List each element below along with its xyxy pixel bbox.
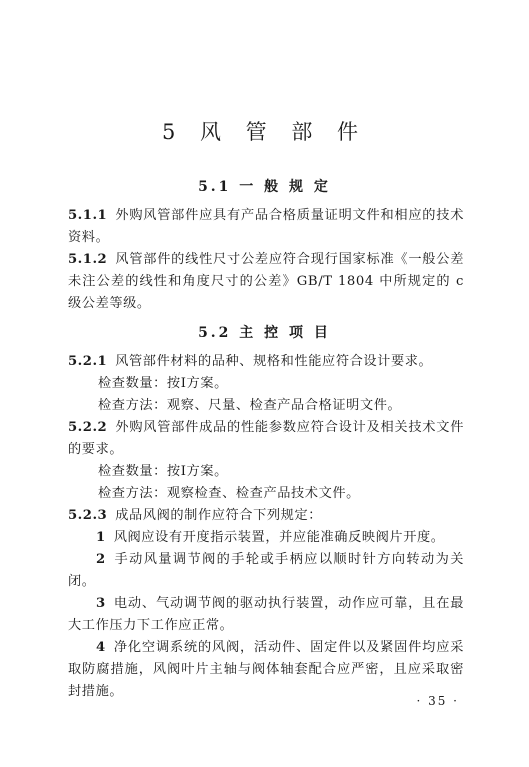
clause-5-2-1 (68, 351, 464, 373)
page-number: · 35 · (416, 694, 459, 708)
clause-text: 风管部件材料的品种、规格和性能应符合设计要求。 (115, 354, 433, 369)
check-quantity-5-2-1: 检查数量：按Ⅰ方案。 (98, 376, 228, 391)
clause-number: 5.1.2 (68, 252, 108, 267)
clause-5-1-2 (68, 249, 464, 315)
item-number: 4 (96, 640, 106, 655)
clause-text: 外购风管部件应具有产品合格质量证明文件和相应的技术资料。 (68, 208, 464, 245)
section-title-5-1: 5.1 一 般 规 定 (198, 179, 331, 195)
clause-5-2-2 (68, 417, 464, 461)
item-text: 净化空调系统的风阀，活动件、固定件以及紧固件均应采取防腐措施，风阀叶片主轴与阀体轴套配合应严密，且应采取密封措施。 (68, 640, 464, 699)
clause-text: 风管部件的线性尺寸公差应符合现行国家标准《一般公差 未注公差的线性和角度尺寸的公差》GB/T 1804 中所规定的 c 级公差等级。 (68, 252, 464, 311)
section-title-5-2: 5.2 主 控 项 目 (198, 325, 331, 341)
clause-text: 成品风阀的制作应符合下列规定： (115, 508, 323, 523)
clause-number: 5.1.1 (68, 208, 108, 223)
list-item-2 (68, 549, 464, 593)
clause-5-1-1 (68, 205, 464, 249)
list-item-4 (68, 637, 464, 703)
item-number: 3 (96, 596, 106, 611)
clause-text: 外购风管部件成品的性能参数应符合设计及相关技术文件的要求。 (68, 420, 464, 457)
item-text: 手动风量调节阀的手轮或手柄应以顺时针方向转动为关闭。 (68, 552, 464, 589)
clause-number: 5.2.3 (68, 508, 108, 523)
clause-5-2-3 (68, 505, 464, 527)
item-text: 电动、气动调节阀的驱动执行装置，动作应可靠，且在最大工作压力下工作应正常。 (68, 596, 464, 633)
chapter-title: 5 风 管 部 件 (161, 120, 368, 144)
list-item-1 (68, 527, 464, 549)
item-text: 风阀应设有开度指示装置，并应能准确反映阀片开度。 (113, 530, 445, 545)
clause-number: 5.2.1 (68, 354, 108, 369)
check-method-5-2-1: 检查方法：观察、尺量、检查产品合格证明文件。 (98, 398, 402, 413)
check-quantity-5-2-2: 检查数量：按Ⅰ方案。 (98, 464, 228, 479)
clause-number: 5.2.2 (68, 420, 108, 435)
list-item-3 (68, 593, 464, 637)
item-number: 1 (96, 530, 106, 545)
check-method-5-2-2: 检查方法：观察检查、检查产品技术文件。 (98, 486, 360, 501)
item-number: 2 (96, 552, 106, 567)
